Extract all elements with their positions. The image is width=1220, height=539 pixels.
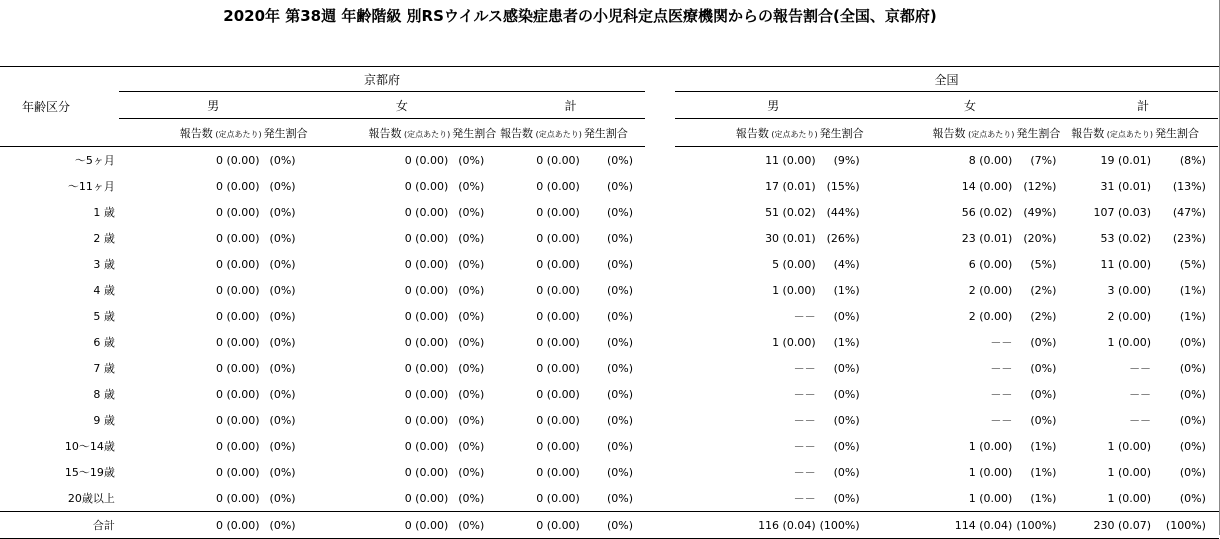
region-gap-cell: [645, 251, 675, 277]
report-ratio: (0%): [452, 512, 496, 539]
report-count: 230 (0.07): [1068, 512, 1155, 539]
col-per-text-4: (定点あたり): [965, 129, 1015, 139]
report-count: 0 (0.00): [404, 387, 449, 401]
age-label: 2 歳: [93, 232, 115, 245]
report-ratio: (0%): [458, 179, 485, 193]
report-ratio: (0%): [458, 439, 485, 453]
age-label: 4 歳: [93, 284, 115, 297]
table-row: [0, 173, 1219, 199]
table-row: [0, 485, 1219, 512]
report-ratio: (0%): [458, 413, 485, 427]
report-ratio: (0%): [1179, 491, 1206, 505]
sex-header-kyoto-0: 男: [119, 92, 308, 119]
report-count: 0 (0.00): [536, 361, 580, 375]
report-count: 0 (0.00): [404, 309, 449, 323]
report-ratio: (0%): [458, 491, 485, 505]
region-national-header: 全国: [675, 67, 1218, 92]
report-ratio: (0%): [1179, 387, 1206, 401]
report-count: 23 (0.01): [961, 231, 1013, 245]
report-count: 2 (0.00): [968, 283, 1013, 297]
edge-cell-row: [1218, 381, 1219, 407]
report-count: 1 (0.00): [1107, 335, 1152, 349]
age-label: 5 歳: [93, 310, 115, 323]
report-count: 0 (0.00): [536, 491, 580, 505]
report-ratio: (0%): [269, 309, 296, 323]
report-count: 1 (0.00): [1107, 491, 1152, 505]
report-ratio: (0%): [607, 361, 634, 375]
edge-cell-row: [1218, 303, 1219, 329]
region-gap-cell: [645, 277, 675, 303]
report-count: －－: [793, 440, 816, 453]
region-gap-cell: [645, 173, 675, 199]
edge-cell-row: [1218, 147, 1219, 174]
report-count: 0 (0.00): [536, 205, 580, 219]
rsv-report-table: [0, 66, 1219, 539]
report-count: 0 (0.00): [216, 439, 260, 453]
region-gap-cell: [645, 381, 675, 407]
report-count: 0 (0.00): [216, 153, 260, 167]
report-count: 0 (0.00): [404, 335, 449, 349]
report-ratio: (0%): [269, 335, 296, 349]
age-label: ～5ヶ月: [74, 154, 115, 167]
report-ratio: (0%): [1030, 335, 1057, 349]
report-ratio: (0%): [1030, 387, 1057, 401]
report-count: 0 (0.00): [404, 153, 449, 167]
report-ratio: (0%): [458, 309, 485, 323]
report-count: 0 (0.00): [536, 465, 580, 479]
report-ratio: (0%): [269, 439, 296, 453]
report-ratio: (1%): [1179, 309, 1206, 323]
col-ratio-label-5: 発生割合: [1155, 119, 1218, 147]
edge-cell-row: [1218, 199, 1219, 225]
report-ratio: (0%): [607, 491, 634, 505]
edge-cell-row: [1218, 433, 1219, 459]
report-ratio: (100%): [820, 512, 872, 539]
report-count: 3 (0.00): [1107, 283, 1152, 297]
report-count: 0 (0.00): [216, 257, 260, 271]
col-per-text-0: (定点あたり): [212, 129, 262, 139]
report-count: 0 (0.00): [536, 439, 580, 453]
report-count: 53 (0.02): [1100, 231, 1152, 245]
header-row-region: [0, 67, 1219, 92]
col-per-text-5: (定点あたり): [1104, 129, 1154, 139]
col-count-text-5: 報告数: [1071, 126, 1105, 140]
age-label: 10～14歳: [64, 440, 115, 453]
report-ratio: (2%): [1030, 309, 1057, 323]
report-ratio: (0%): [269, 153, 296, 167]
edge-cell-row: [1218, 173, 1219, 199]
col-count-label-0: [119, 119, 264, 147]
report-count: 0 (0.00): [404, 257, 449, 271]
edge-cell-row: [1218, 251, 1219, 277]
report-count: 1 (0.00): [772, 283, 816, 297]
report-ratio: (0%): [269, 361, 296, 375]
col-count-text-0: 報告数: [179, 126, 213, 140]
col-count-label-1: [308, 119, 453, 147]
report-count: 51 (0.02): [765, 205, 816, 219]
report-ratio: (4%): [833, 257, 860, 271]
col-count-text-2: 報告数: [500, 126, 534, 140]
report-count: 0 (0.00): [216, 205, 260, 219]
report-ratio: (0%): [607, 257, 634, 271]
report-count: 0 (0.00): [404, 283, 449, 297]
report-count: －－: [793, 414, 816, 427]
report-ratio: (0%): [458, 387, 485, 401]
report-count: 0 (0.00): [404, 491, 449, 505]
sex-header-kyoto-2: 計: [496, 92, 645, 119]
report-ratio: (0%): [269, 231, 296, 245]
report-count: －－: [1129, 414, 1152, 427]
col-count-text-1: 報告数: [368, 126, 402, 140]
table-row: [0, 277, 1219, 303]
report-ratio: (0%): [458, 257, 485, 271]
age-label: 3 歳: [93, 258, 115, 271]
region-gap-cell: [645, 329, 675, 355]
report-count: －－: [1129, 388, 1152, 401]
report-ratio: (0%): [833, 491, 860, 505]
report-ratio: (0%): [607, 335, 634, 349]
report-ratio: (0%): [833, 309, 860, 323]
report-ratio: (15%): [826, 179, 860, 193]
report-count: 1 (0.00): [968, 491, 1013, 505]
report-ratio: (0%): [607, 231, 634, 245]
report-count: 1 (0.00): [968, 465, 1013, 479]
table-row: [0, 303, 1219, 329]
report-count: 56 (0.02): [961, 205, 1013, 219]
report-count: －－: [990, 414, 1013, 427]
report-count: 0 (0.00): [496, 512, 584, 539]
report-ratio: (0%): [1179, 439, 1206, 453]
report-count: 0 (0.00): [536, 283, 580, 297]
report-count: 0 (0.00): [216, 309, 260, 323]
age-header: 年齢区分: [0, 67, 119, 147]
table-row: [0, 199, 1219, 225]
report-ratio: (0%): [607, 413, 634, 427]
edge-cell-row: [1218, 277, 1219, 303]
edge-cell-row: [1218, 512, 1219, 539]
report-count: 0 (0.00): [216, 465, 260, 479]
col-ratio-label-4: 発生割合: [1016, 119, 1068, 147]
report-count: 0 (0.00): [536, 309, 580, 323]
report-count: 11 (0.00): [1100, 257, 1152, 271]
report-ratio: (1%): [1179, 283, 1206, 297]
report-ratio: (0%): [269, 413, 296, 427]
report-count: 0 (0.00): [216, 283, 260, 297]
report-ratio: (0%): [269, 205, 296, 219]
edge-cell: [1218, 67, 1219, 92]
report-count: －－: [990, 362, 1013, 375]
report-count: 30 (0.01): [765, 231, 816, 245]
report-ratio: (0%): [269, 465, 296, 479]
report-ratio: (1%): [833, 335, 860, 349]
sex-header-national-5: 計: [1068, 92, 1218, 119]
age-label: 1 歳: [93, 206, 115, 219]
report-count: －－: [1129, 362, 1152, 375]
report-count: 0 (0.00): [536, 231, 580, 245]
table-row: [0, 459, 1219, 485]
report-ratio: (0%): [607, 439, 634, 453]
report-ratio: (0%): [833, 439, 860, 453]
sex-header-national-3: 男: [675, 92, 872, 119]
report-count: 0 (0.00): [216, 491, 260, 505]
table-row: [0, 251, 1219, 277]
report-ratio: (0%): [269, 179, 296, 193]
col-count-label-3: [675, 119, 820, 147]
report-ratio: (44%): [826, 205, 860, 219]
report-ratio: (0%): [458, 361, 485, 375]
report-ratio: (0%): [833, 387, 860, 401]
report-ratio: (100%): [1016, 512, 1068, 539]
report-ratio: (23%): [1172, 231, 1206, 245]
report-ratio: (0%): [269, 387, 296, 401]
report-count: 19 (0.01): [1100, 153, 1152, 167]
report-count: 5 (0.00): [772, 257, 816, 271]
edge-cell-row: [1218, 225, 1219, 251]
report-ratio: (0%): [458, 205, 485, 219]
report-ratio: (5%): [1030, 257, 1057, 271]
total-row: [0, 512, 1219, 539]
report-ratio: (0%): [1030, 413, 1057, 427]
report-count: －－: [990, 388, 1013, 401]
table-row: [0, 329, 1219, 355]
total-label: 合計: [0, 512, 119, 539]
report-count: 0 (0.00): [404, 439, 449, 453]
report-count: 107 (0.03): [1093, 205, 1152, 219]
report-ratio: (0%): [833, 361, 860, 375]
report-ratio: (1%): [1030, 491, 1057, 505]
col-per-text-2: (定点あたり): [533, 129, 582, 139]
region-gap-cols: [645, 119, 675, 147]
report-count: 11 (0.00): [765, 153, 816, 167]
report-count: 0 (0.00): [536, 153, 580, 167]
region-gap-cell: [645, 433, 675, 459]
report-ratio: (0%): [833, 465, 860, 479]
region-gap-cell: [645, 147, 675, 174]
table-row: [0, 407, 1219, 433]
report-ratio: (1%): [1030, 465, 1057, 479]
age-label: 20歳以上: [67, 492, 115, 505]
report-ratio: (0%): [607, 205, 634, 219]
report-count: 0 (0.00): [404, 413, 449, 427]
report-count: －－: [793, 388, 816, 401]
report-ratio: (0%): [458, 335, 485, 349]
col-per-text-3: (定点あたり): [768, 129, 818, 139]
edge-cell-row: [1218, 355, 1219, 381]
report-ratio: (12%): [1023, 179, 1057, 193]
col-per-text-1: (定点あたり): [401, 129, 451, 139]
report-count: 1 (0.00): [772, 335, 816, 349]
col-count-text-3: 報告数: [735, 126, 769, 140]
report-count: 0 (0.00): [308, 512, 453, 539]
report-count: 0 (0.00): [216, 335, 260, 349]
report-count: 0 (0.00): [536, 335, 580, 349]
report-ratio: (0%): [584, 512, 645, 539]
report-ratio: (13%): [1172, 179, 1206, 193]
report-ratio: (0%): [607, 465, 634, 479]
report-count: 0 (0.00): [536, 413, 580, 427]
col-ratio-label-2: 発生割合: [584, 119, 645, 147]
edge-cell-sex: [1218, 92, 1219, 119]
col-ratio-label-3: 発生割合: [820, 119, 872, 147]
region-gap-cell: [645, 199, 675, 225]
report-ratio: (0%): [264, 512, 308, 539]
report-ratio: (1%): [833, 283, 860, 297]
report-ratio: (2%): [1030, 283, 1057, 297]
region-gap: [645, 67, 675, 92]
age-label: 9 歳: [93, 414, 115, 427]
region-gap-cell: [645, 407, 675, 433]
sex-header-national-4: 女: [872, 92, 1069, 119]
report-ratio: (0%): [833, 413, 860, 427]
sex-header-kyoto-1: 女: [308, 92, 497, 119]
report-ratio: (0%): [458, 231, 485, 245]
region-gap-cell: [645, 225, 675, 251]
report-ratio: (100%): [1155, 512, 1218, 539]
report-ratio: (1%): [1030, 439, 1057, 453]
edge-cell-row: [1218, 485, 1219, 512]
report-ratio: (8%): [1179, 153, 1206, 167]
report-count: －－: [793, 466, 816, 479]
table-row: [0, 381, 1219, 407]
report-ratio: (0%): [1179, 361, 1206, 375]
col-ratio-label-0: 発生割合: [264, 119, 308, 147]
report-ratio: (0%): [269, 257, 296, 271]
report-ratio: (0%): [607, 153, 634, 167]
report-ratio: (0%): [1179, 335, 1206, 349]
col-count-label-5: [1068, 119, 1155, 147]
age-label: 6 歳: [93, 336, 115, 349]
report-count: 2 (0.00): [1107, 309, 1152, 323]
report-ratio: (5%): [1179, 257, 1206, 271]
report-ratio: (0%): [458, 283, 485, 297]
report-count: 0 (0.00): [536, 257, 580, 271]
report-count: 0 (0.00): [216, 179, 260, 193]
report-count: 0 (0.00): [404, 179, 449, 193]
report-count: 0 (0.00): [404, 205, 449, 219]
report-count: 0 (0.00): [216, 387, 260, 401]
report-ratio: (7%): [1030, 153, 1057, 167]
report-count: 0 (0.00): [404, 361, 449, 375]
header-row-sex: [0, 92, 1219, 119]
table-row: [0, 147, 1219, 174]
region-gap-cell: [645, 512, 675, 539]
report-ratio: (0%): [269, 491, 296, 505]
page-title: 2020年 第38週 年齢階級 別RSウイルス感染症患者の小児科定点医療機関からの報告割合(全国、京都府): [223, 7, 937, 25]
col-ratio-label-1: 発生割合: [452, 119, 496, 147]
report-count: －－: [793, 362, 816, 375]
report-count: 17 (0.01): [765, 179, 816, 193]
table-row: [0, 433, 1219, 459]
edge-cell-row: [1218, 407, 1219, 433]
report-count: 0 (0.00): [404, 465, 449, 479]
report-ratio: (0%): [1179, 413, 1206, 427]
report-count: 1 (0.00): [968, 439, 1013, 453]
report-ratio: (0%): [607, 283, 634, 297]
col-count-label-2: [496, 119, 584, 147]
report-ratio: (0%): [607, 387, 634, 401]
edge-cell-cols: [1218, 119, 1219, 147]
age-label: 8 歳: [93, 388, 115, 401]
age-label: ～11ヶ月: [67, 180, 115, 193]
report-ratio: (26%): [826, 231, 860, 245]
region-gap-cell: [645, 485, 675, 512]
report-count: 1 (0.00): [1107, 439, 1152, 453]
report-count: 0 (0.00): [536, 387, 580, 401]
report-count: －－: [793, 492, 816, 505]
report-ratio: (0%): [1179, 465, 1206, 479]
report-count: 0 (0.00): [216, 361, 260, 375]
report-count: 0 (0.00): [536, 179, 580, 193]
region-gap-sex: [645, 92, 675, 119]
report-count: 6 (0.00): [968, 257, 1013, 271]
report-count: 116 (0.04): [675, 512, 820, 539]
table-row: [0, 225, 1219, 251]
report-ratio: (0%): [607, 179, 634, 193]
report-ratio: (47%): [1172, 205, 1206, 219]
report-count: 31 (0.01): [1100, 179, 1152, 193]
report-ratio: (0%): [458, 153, 485, 167]
report-ratio: (0%): [458, 465, 485, 479]
region-gap-cell: [645, 303, 675, 329]
header-row-columns: [0, 119, 1219, 147]
age-label: 7 歳: [93, 362, 115, 375]
report-count: 2 (0.00): [968, 309, 1013, 323]
report-count: 0 (0.00): [216, 413, 260, 427]
col-count-text-4: 報告数: [932, 126, 966, 140]
report-ratio: (20%): [1023, 231, 1057, 245]
report-count: －－: [990, 336, 1013, 349]
report-count: 0 (0.00): [404, 231, 449, 245]
table-row: [0, 355, 1219, 381]
report-count: 114 (0.04): [872, 512, 1017, 539]
region-gap-cell: [645, 355, 675, 381]
report-ratio: (9%): [833, 153, 860, 167]
region-kyoto-header: 京都府: [119, 67, 645, 92]
region-gap-cell: [645, 459, 675, 485]
col-count-label-4: [872, 119, 1017, 147]
report-ratio: (0%): [607, 309, 634, 323]
report-count: 0 (0.00): [119, 512, 264, 539]
report-count: －－: [793, 310, 816, 323]
age-label: 15～19歳: [64, 466, 115, 479]
report-ratio: (0%): [1030, 361, 1057, 375]
edge-cell-row: [1218, 459, 1219, 485]
report-count: 0 (0.00): [216, 231, 260, 245]
edge-cell-row: [1218, 329, 1219, 355]
report-ratio: (0%): [269, 283, 296, 297]
report-count: 8 (0.00): [968, 153, 1013, 167]
report-count: 14 (0.00): [961, 179, 1013, 193]
report-ratio: (49%): [1023, 205, 1057, 219]
report-count: 1 (0.00): [1107, 465, 1152, 479]
